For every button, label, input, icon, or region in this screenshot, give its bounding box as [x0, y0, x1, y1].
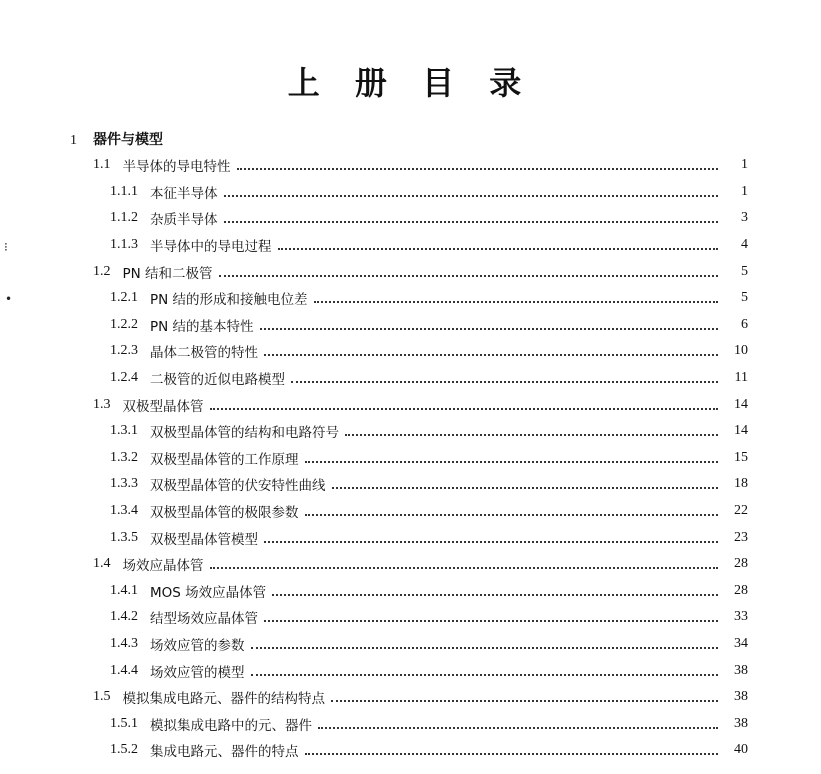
toc-entry-title: 双极型晶体管的极限参数 — [150, 505, 299, 522]
toc-entry-page: 18 — [734, 476, 748, 492]
toc-leader-dots — [264, 541, 718, 543]
toc-entry-title: 双极型晶体管 — [122, 398, 204, 415]
toc-leader-dots — [314, 301, 718, 303]
toc-subsection — [0, 737, 821, 764]
toc-entry-title: 集成电路元、器件的特点 — [150, 744, 299, 761]
toc-leader-dots — [210, 408, 719, 410]
toc-entry-page: 33 — [734, 609, 748, 625]
toc-subsection — [0, 338, 821, 365]
toc-leader-dots — [331, 700, 718, 702]
toc-entry-title: PN 结和二极管 — [122, 265, 213, 282]
chapter-number: 1 — [70, 133, 77, 148]
toc-entry-number: 1.3.5 — [110, 529, 138, 545]
toc-entry-page: 14 — [734, 396, 748, 412]
toc-subsection — [0, 418, 821, 445]
toc-section — [0, 152, 821, 179]
toc-section — [0, 391, 821, 418]
toc-entry-number: 1.3.1 — [110, 423, 138, 439]
toc-entry-number: 1.2.4 — [110, 370, 138, 386]
toc-leader-dots — [219, 275, 718, 277]
toc-entry-title: PN 结的形成和接触电位差 — [150, 292, 308, 309]
toc-entry-page: 38 — [734, 662, 748, 678]
toc-subsection — [0, 312, 821, 339]
chapter-heading — [70, 129, 163, 149]
toc-section — [0, 684, 821, 711]
toc-subsection — [0, 710, 821, 737]
toc-entry-title: 半导体的导电特性 — [122, 159, 231, 176]
toc-entry-number: 1.1 — [93, 157, 111, 173]
toc-entry-number: 1.2.1 — [110, 290, 138, 306]
toc-entry-page: 5 — [741, 263, 748, 279]
toc-entry-page: 38 — [734, 689, 748, 705]
toc-entry-page: 1 — [741, 183, 748, 199]
toc-entry-title: 双极型晶体管的结构和电路符号 — [150, 425, 339, 442]
toc-leader-dots — [264, 354, 718, 356]
toc-entry-page: 28 — [734, 582, 748, 598]
toc-subsection — [0, 471, 821, 498]
toc-entry-title: PN 结的基本特性 — [150, 318, 254, 335]
toc-subsection — [0, 524, 821, 551]
toc-subsection — [0, 179, 821, 206]
toc-entry-number: 1.1.1 — [110, 183, 138, 199]
toc-entry-page: 34 — [734, 635, 748, 651]
toc-entry-title: 本征半导体 — [150, 185, 218, 202]
toc-entry-page: 14 — [734, 423, 748, 439]
toc-subsection — [0, 205, 821, 232]
toc-entry-title: 晶体二极管的特性 — [150, 345, 258, 362]
toc-section — [0, 258, 821, 285]
toc-leader-dots — [318, 727, 718, 729]
toc-entry-number: 1.1.3 — [110, 237, 138, 253]
toc-entry-number: 1.5.2 — [110, 742, 138, 758]
toc-leader-dots — [305, 514, 719, 516]
toc-leader-dots — [305, 753, 719, 755]
toc-entry-title: 结型场效应晶体管 — [150, 611, 258, 628]
toc-leader-dots — [251, 647, 719, 649]
toc-leader-dots — [305, 461, 719, 463]
toc-subsection — [0, 365, 821, 392]
toc-leader-dots — [224, 195, 719, 197]
toc-entry-title: 场效应管的参数 — [150, 637, 245, 654]
toc-entry-number: 1.5 — [93, 689, 111, 705]
toc-entry-number: 1.2.3 — [110, 343, 138, 359]
toc-subsection — [0, 657, 821, 684]
toc-entry-number: 1.4.1 — [110, 582, 138, 598]
toc-leader-dots — [251, 674, 719, 676]
toc-entry-title: MOS 场效应晶体管 — [150, 584, 267, 601]
toc-entry-number: 1.4.2 — [110, 609, 138, 625]
toc-entry-title: 模拟集成电路元、器件的结构特点 — [122, 691, 325, 708]
toc-entry-page: 10 — [734, 343, 748, 359]
toc-leader-dots — [224, 221, 719, 223]
toc-entry-number: 1.3.2 — [110, 449, 138, 465]
table-of-contents — [0, 152, 821, 764]
toc-entry-page: 4 — [741, 237, 748, 253]
toc-entry-title: 模拟集成电路中的元、器件 — [150, 717, 312, 734]
toc-leader-dots — [264, 620, 718, 622]
toc-leader-dots — [210, 567, 719, 569]
toc-entry-number: 1.5.1 — [110, 715, 138, 731]
toc-leader-dots — [291, 381, 718, 383]
toc-entry-number: 1.3.4 — [110, 503, 138, 519]
scan-artifact-mark: • — [5, 292, 13, 306]
toc-entry-page: 11 — [734, 370, 748, 386]
toc-leader-dots — [272, 594, 718, 596]
toc-entry-page: 22 — [734, 503, 748, 519]
toc-section — [0, 551, 821, 578]
toc-entry-title: 二极管的近似电路模型 — [150, 372, 285, 389]
toc-entry-page: 38 — [734, 715, 748, 731]
toc-entry-page: 15 — [734, 449, 748, 465]
toc-entry-number: 1.3 — [93, 396, 111, 412]
toc-entry-title: 半导体中的导电过程 — [150, 239, 272, 256]
toc-entry-title: 双极型晶体管的工作原理 — [150, 451, 299, 468]
toc-entry-number: 1.4 — [93, 556, 111, 572]
toc-subsection — [0, 604, 821, 631]
toc-entry-title: 场效应管的模型 — [150, 664, 245, 681]
toc-entry-page: 40 — [734, 742, 748, 758]
toc-entry-number: 1.4.4 — [110, 662, 138, 678]
toc-leader-dots — [237, 168, 719, 170]
toc-leader-dots — [278, 248, 719, 250]
toc-entry-title: 双极型晶体管模型 — [150, 531, 258, 548]
toc-leader-dots — [260, 328, 718, 330]
toc-subsection — [0, 285, 821, 312]
toc-entry-page: 1 — [741, 157, 748, 173]
toc-entry-page: 6 — [741, 316, 748, 332]
toc-entry-number: 1.4.3 — [110, 635, 138, 651]
toc-entry-page: 23 — [734, 529, 748, 545]
toc-entry-number: 1.2.2 — [110, 316, 138, 332]
toc-subsection — [0, 578, 821, 605]
toc-entry-title: 杂质半导体 — [150, 212, 218, 229]
toc-subsection — [0, 631, 821, 658]
scan-artifact-mark: ⁝ — [4, 240, 8, 254]
chapter-title: 器件与模型 — [93, 132, 163, 148]
toc-entry-number: 1.2 — [93, 263, 111, 279]
toc-subsection — [0, 498, 821, 525]
toc-entry-page: 3 — [741, 210, 748, 226]
toc-entry-page: 5 — [741, 290, 748, 306]
page-title: 上 册 目 录 — [287, 64, 534, 102]
toc-entry-number: 1.1.2 — [110, 210, 138, 226]
toc-leader-dots — [345, 434, 718, 436]
toc-entry-page: 28 — [734, 556, 748, 572]
toc-entry-number: 1.3.3 — [110, 476, 138, 492]
toc-entry-title: 双极型晶体管的伏安特性曲线 — [150, 478, 326, 495]
toc-subsection — [0, 445, 821, 472]
toc-entry-title: 场效应晶体管 — [122, 558, 204, 575]
toc-subsection — [0, 232, 821, 259]
toc-leader-dots — [332, 487, 719, 489]
